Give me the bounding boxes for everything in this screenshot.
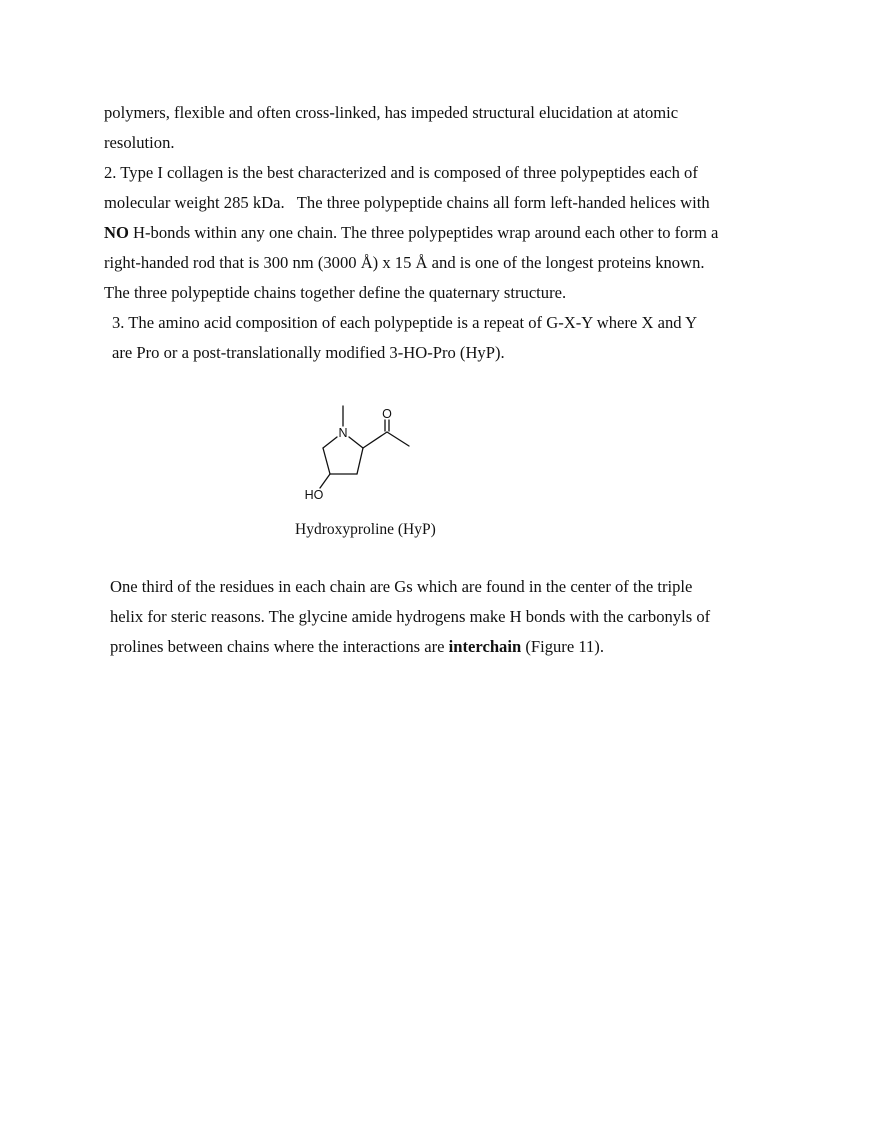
acetyl-methyl-bond: [387, 432, 409, 446]
carbonyl-bond: [363, 432, 387, 448]
oxygen-label: O: [382, 407, 392, 421]
list-item-2-line: The three polypeptide chains together define the quaternary structure.: [104, 283, 567, 302]
hydroxyproline-structure: [296, 398, 426, 508]
nitrogen-label: N: [338, 426, 348, 440]
paragraph-2-line: [110, 637, 604, 657]
paragraph-2-line: One third of the residues in each chain are Gs which are found in the center of the triple: [110, 577, 693, 596]
ring-bond: [323, 448, 330, 474]
list-item-2-line: molecular weight 285 kDa. The three polypeptide chains all form left-handed helices with: [104, 193, 710, 212]
list-item-2-line: [104, 223, 718, 243]
emphasis-no: NO: [104, 223, 129, 242]
list-item-3-line: are Pro or a post-translationally modified 3-HO-Pro (HyP).: [112, 343, 505, 362]
ring-bond: [323, 437, 337, 448]
body-text-line: polymers, flexible and often cross-linked, has impeded structural elucidation at atomic: [104, 103, 679, 122]
list-item-2-line: 2. Type I collagen is the best characterized and is composed of three polypeptides each of: [104, 163, 698, 182]
list-item-2-line: right-handed rod that is 300 nm (3000 Å) x 15 Å and is one of the longest proteins known.: [104, 253, 705, 272]
paragraph-2-line: helix for steric reasons. The glycine amide hydrogens make H bonds with the carbonyls of: [110, 607, 711, 626]
ring-bond: [349, 437, 363, 448]
body-text-span: (Figure 11).: [521, 637, 604, 656]
emphasis-interchain: interchain: [448, 637, 522, 656]
hydroxyl-bond: [320, 474, 330, 488]
list-item-3-line: 3. The amino acid composition of each polypeptide is a repeat of G-X-Y where X and Y: [112, 313, 698, 332]
body-text-line: resolution.: [104, 133, 175, 152]
ring-bond: [357, 448, 363, 474]
body-text-span: H-bonds within any one chain. The three polypeptides wrap around each other to form a: [128, 223, 719, 242]
body-text-span: prolines between chains where the interactions are: [110, 637, 449, 656]
hydroxyl-label: HO: [304, 488, 324, 502]
figure-caption: Hydroxyproline (HyP): [295, 521, 436, 538]
